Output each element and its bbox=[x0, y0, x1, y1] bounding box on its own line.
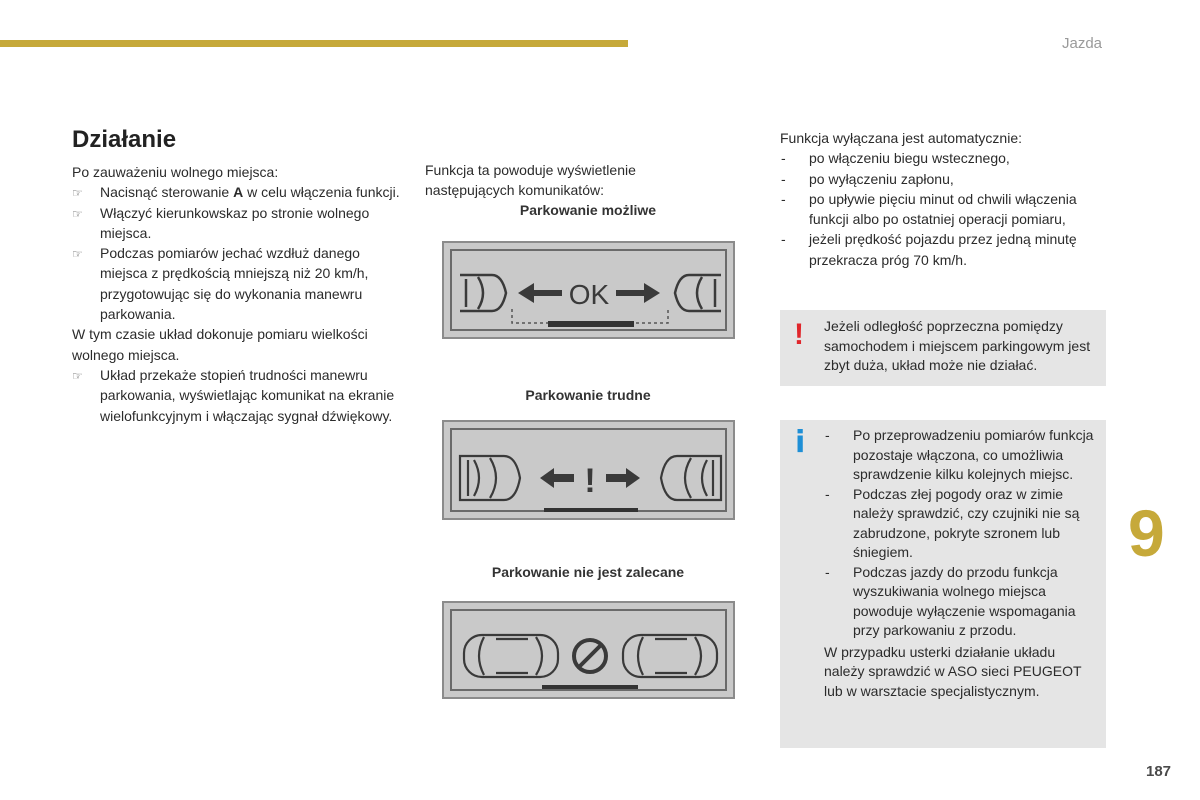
warning-box bbox=[780, 310, 1106, 386]
steps-intro: Po zauważeniu wolnego miejsca: bbox=[72, 164, 279, 180]
info-item: - Podczas jazdy do przodu funkcja wyszukiwania wolnego miejsca powoduje wyłączenie wspomagania przy parkowaniu z przodu. bbox=[825, 563, 1076, 638]
no-parking-icon bbox=[574, 640, 606, 672]
auto-deactivation bbox=[780, 128, 1110, 270]
step-item: ☞ Podczas pomiarów jechać wzdłuż danego miejsca z prędkością mniejszą niż 20 km/h, przygotowując się do wykonania manewru parkowania. bbox=[72, 245, 369, 323]
left-car-icon bbox=[464, 635, 558, 677]
display-parking-not-recommended bbox=[442, 601, 735, 699]
left-car-icon bbox=[460, 275, 506, 311]
display-parking-difficult bbox=[442, 420, 735, 520]
parking-space-marker bbox=[512, 309, 668, 327]
operation-steps bbox=[72, 162, 407, 426]
display-parking-possible bbox=[442, 241, 735, 339]
deactivation-item: - po włączeniu biegu wstecznego, bbox=[781, 150, 1010, 167]
warning-text: Jeżeli odległość poprzeczna pomiędzy samochodem i miejscem parkingowym jest zbyt duża, układ może nie działać. bbox=[824, 318, 1091, 373]
info-item: - Podczas złej pogody oraz w zimie należy sprawdzić, czy czujniki nie są zabrudzone, pokryte szronem lub śniegiem. bbox=[825, 485, 1080, 560]
warning-exclamation-icon: ! bbox=[794, 318, 804, 351]
measurement-note: W tym czasie układ dokonuje pomiaru wielkości wolnego miejsca. bbox=[72, 326, 368, 363]
caption-parking-possible: Parkowanie możliwe bbox=[519, 202, 657, 218]
info-footer: W przypadku usterki działanie układu należy sprawdzić w ASO sieci PEUGEOT lub w warsztacie specjalistycznym. bbox=[824, 643, 1082, 699]
section-label: Jazda bbox=[1062, 35, 1103, 52]
deactivation-item: - jeżeli prędkość pojazdu przez jedną minutę przekracza próg 70 km/h. bbox=[781, 231, 1077, 268]
info-box bbox=[780, 420, 1106, 748]
parking-space-marker bbox=[542, 685, 638, 689]
header-accent-bar bbox=[0, 40, 628, 47]
info-item: - Po przeprowadzeniu pomiarów funkcja pozostaje włączona, co umożliwia sprawdzenie kilku kolejnych miejsc. bbox=[825, 427, 1094, 482]
hand-pointer-icon: ☞ bbox=[72, 186, 83, 201]
difficult-warning-icon: ! bbox=[584, 462, 596, 500]
messages-intro: Funkcja ta powoduje wyświetlenie następujących komunikatów: bbox=[425, 162, 636, 199]
left-car-icon bbox=[460, 456, 520, 500]
hand-pointer-icon: ☞ bbox=[72, 247, 83, 262]
chapter-number: 9 bbox=[1128, 496, 1165, 570]
step-item: ☞ Nacisnąć sterowanie A w celu włączenia funkcji. bbox=[72, 182, 407, 202]
caption-parking-not-recommended: Parkowanie nie jest zalecane bbox=[491, 564, 685, 580]
control-a-label: A bbox=[233, 184, 244, 201]
parking-space-marker bbox=[544, 508, 638, 512]
deactivation-item: - po upływie pięciu minut od chwili włączenia funkcji albo po ostatniej operacji pomiaru, bbox=[781, 190, 1077, 228]
right-car-icon bbox=[623, 635, 717, 677]
caption-parking-difficult: Parkowanie trudne bbox=[525, 387, 651, 403]
deactivation-item: - po wyłączeniu zapłonu, bbox=[781, 170, 954, 187]
hand-pointer-icon: ☞ bbox=[72, 368, 83, 383]
deactivation-intro: Funkcja wyłączana jest automatycznie: bbox=[780, 130, 1022, 146]
info-icon: i bbox=[795, 425, 806, 460]
right-car-icon bbox=[675, 275, 721, 311]
hand-pointer-icon: ☞ bbox=[72, 206, 83, 221]
step-item: ☞ Układ przekaże stopień trudności manewru parkowania, wyświetlając komunikat na ekranie wielofunkcyjnym i włączając sygnał dźwiękowy. bbox=[72, 366, 395, 424]
page-number: 187 bbox=[1146, 763, 1172, 780]
ok-label: OK bbox=[568, 279, 610, 310]
right-car-icon bbox=[661, 456, 721, 500]
section-title: Działanie bbox=[72, 126, 177, 153]
step-item: ☞ Włączyć kierunkowskaz po stronie wolnego miejsca. bbox=[72, 204, 370, 241]
